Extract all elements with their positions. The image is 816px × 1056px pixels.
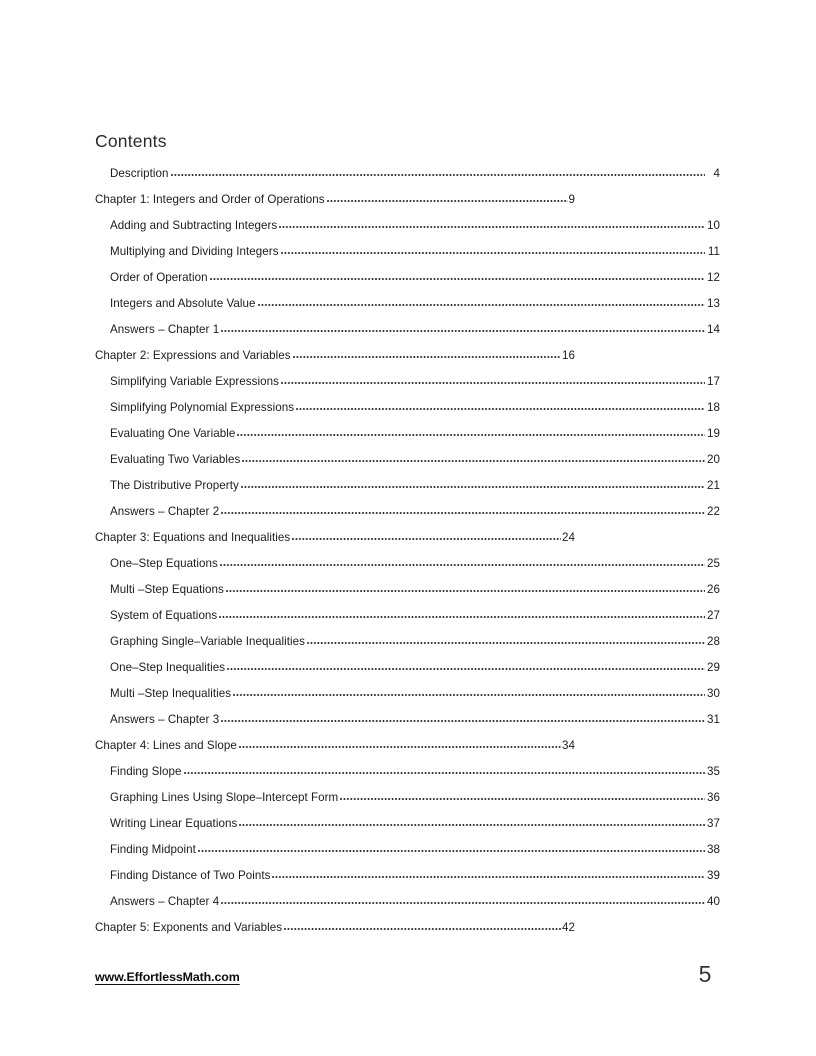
toc-entry[interactable] [0,576,816,602]
toc-entry[interactable] [0,810,816,836]
toc-entry-title: Chapter 3: Equations and Inequalities [95,530,291,544]
dot-leader [210,272,705,283]
toc-entry[interactable] [0,160,816,186]
dot-leader [198,844,705,855]
toc-entry-page-number: 29 [707,660,720,674]
footer-page-number: 5 [698,961,712,987]
dot-leader [220,558,705,569]
toc-entry-title: Simplifying Polynomial Expressions [110,400,295,414]
toc-entry-title: Answers – Chapter 2 [110,504,220,518]
dot-leader [221,324,705,335]
dot-leader [219,610,705,621]
toc-entry[interactable] [0,316,816,342]
toc-entry[interactable] [0,472,816,498]
toc-entry[interactable] [0,446,816,472]
toc-entry-page-number: 42 [562,920,575,934]
dot-leader [239,740,561,751]
toc-entry-title: Multi –Step Inequalities [110,686,232,700]
toc-entry-page-number: 27 [707,608,720,622]
toc-entry-page-number: 18 [707,400,720,414]
toc-entry-page-number: 38 [707,842,720,856]
toc-entry[interactable] [0,186,816,212]
toc-entry-page-number: 25 [707,556,720,570]
toc-entry[interactable] [0,212,816,238]
dot-leader [296,402,705,413]
toc-entry-page-number: 30 [707,686,720,700]
toc-entry[interactable] [0,706,816,732]
toc-entry-page-number: 14 [707,322,720,336]
toc-entry-title: Multiplying and Dividing Integers [110,244,279,258]
toc-entry-title: Description [110,166,169,180]
toc-entry-page-number: 36 [707,790,720,804]
toc-entry-title: Adding and Subtracting Integers [110,218,278,232]
toc-entry-page-number: 4 [713,166,720,180]
toc-entry-page-number: 9 [568,192,575,206]
dot-leader [242,454,705,465]
toc-entry[interactable] [0,238,816,264]
toc-entry-title: Chapter 1: Integers and Order of Operations [95,192,325,206]
toc-entry-title: Writing Linear Equations [110,816,238,830]
toc-entry-title: The Distributive Property [110,478,239,492]
toc-entry-page-number: 20 [707,452,720,466]
toc-entry-title: One–Step Equations [110,556,218,570]
dot-leader [227,662,705,673]
toc-entry[interactable] [0,342,816,368]
dot-leader [226,584,705,595]
toc-entry[interactable] [0,758,816,784]
dot-leader [279,220,705,231]
footer-website-link[interactable]: www.EffortlessMath.com [95,970,240,984]
toc-entry[interactable] [0,550,816,576]
dot-leader [307,636,705,647]
dot-leader [292,532,561,543]
toc-entry-page-number: 11 [707,244,720,258]
toc-entry-title: Integers and Absolute Value [110,296,256,310]
toc-entry-title: One–Step Inequalities [110,660,226,674]
dot-leader [221,896,705,907]
toc-entry[interactable] [0,628,816,654]
toc-entry-page-number: 31 [707,712,720,726]
toc-entry[interactable] [0,680,816,706]
toc-entry-page-number: 37 [707,816,720,830]
toc-entry-page-number: 40 [707,894,720,908]
dot-leader [237,428,705,439]
toc-entry-page-number: 19 [707,426,720,440]
dot-leader [293,350,561,361]
toc-entry[interactable] [0,420,816,446]
toc-entry[interactable] [0,914,816,940]
toc-entry[interactable] [0,784,816,810]
toc-entry-title: Answers – Chapter 1 [110,322,220,336]
dot-leader [239,818,705,829]
toc-entry-title: Answers – Chapter 4 [110,894,220,908]
toc-entry-title: Simplifying Variable Expressions [110,374,279,388]
toc-entry-title: Finding Slope [110,764,182,778]
toc-entry-title: Finding Midpoint [110,842,196,856]
toc-entry[interactable] [0,498,816,524]
toc-entry-page-number: 16 [562,348,575,362]
dot-leader [258,298,705,309]
toc-entry[interactable] [0,654,816,680]
toc-entry-title: Answers – Chapter 3 [110,712,220,726]
toc-entry-title: System of Equations [110,608,218,622]
dot-leader [221,506,705,517]
table-of-contents-list [0,160,816,940]
toc-entry-page-number: 28 [707,634,720,648]
toc-entry-title: Chapter 2: Expressions and Variables [95,348,291,362]
dot-leader [281,246,705,257]
dot-leader [171,168,705,179]
dot-leader [241,480,705,491]
toc-entry-page-number: 21 [707,478,720,492]
dot-leader [233,688,705,699]
toc-entry-page-number: 39 [707,868,720,882]
toc-entry[interactable] [0,394,816,420]
toc-entry[interactable] [0,862,816,888]
toc-entry[interactable] [0,888,816,914]
toc-entry-page-number: 26 [707,582,720,596]
toc-entry-title: Chapter 4: Lines and Slope [95,738,237,752]
dot-leader [281,376,705,387]
toc-entry-page-number: 35 [707,764,720,778]
dot-leader [184,766,705,777]
dot-leader [284,922,561,933]
toc-entry-title: Graphing Lines Using Slope–Intercept Form [110,790,339,804]
toc-entry-title: Finding Distance of Two Points [110,868,271,882]
toc-entry[interactable] [0,602,816,628]
toc-entry[interactable] [0,264,816,290]
toc-entry-page-number: 24 [562,530,575,544]
toc-entry-page-number: 17 [707,374,720,388]
toc-entry-title: Evaluating One Variable [110,426,236,440]
toc-entry-page-number: 34 [562,738,575,752]
toc-entry-title: Multi –Step Equations [110,582,224,596]
toc-entry-page-number: 12 [707,270,720,284]
toc-entry[interactable] [0,524,816,550]
dot-leader [327,194,568,205]
toc-entry-page-number: 13 [707,296,720,310]
toc-entry-page-number: 22 [707,504,720,518]
toc-entry-title: Evaluating Two Variables [110,452,241,466]
toc-entry[interactable] [0,290,816,316]
toc-entry-title: Graphing Single–Variable Inequalities [110,634,305,648]
page-title: Contents [95,131,167,151]
dot-leader [221,714,705,725]
toc-entry[interactable] [0,836,816,862]
toc-entry-title: Chapter 5: Exponents and Variables [95,920,283,934]
toc-entry-page-number: 10 [707,218,720,232]
dot-leader [272,870,705,881]
toc-entry-title: Order of Operation [110,270,208,284]
toc-entry[interactable] [0,368,816,394]
toc-entry[interactable] [0,732,816,758]
dot-leader [340,792,705,803]
